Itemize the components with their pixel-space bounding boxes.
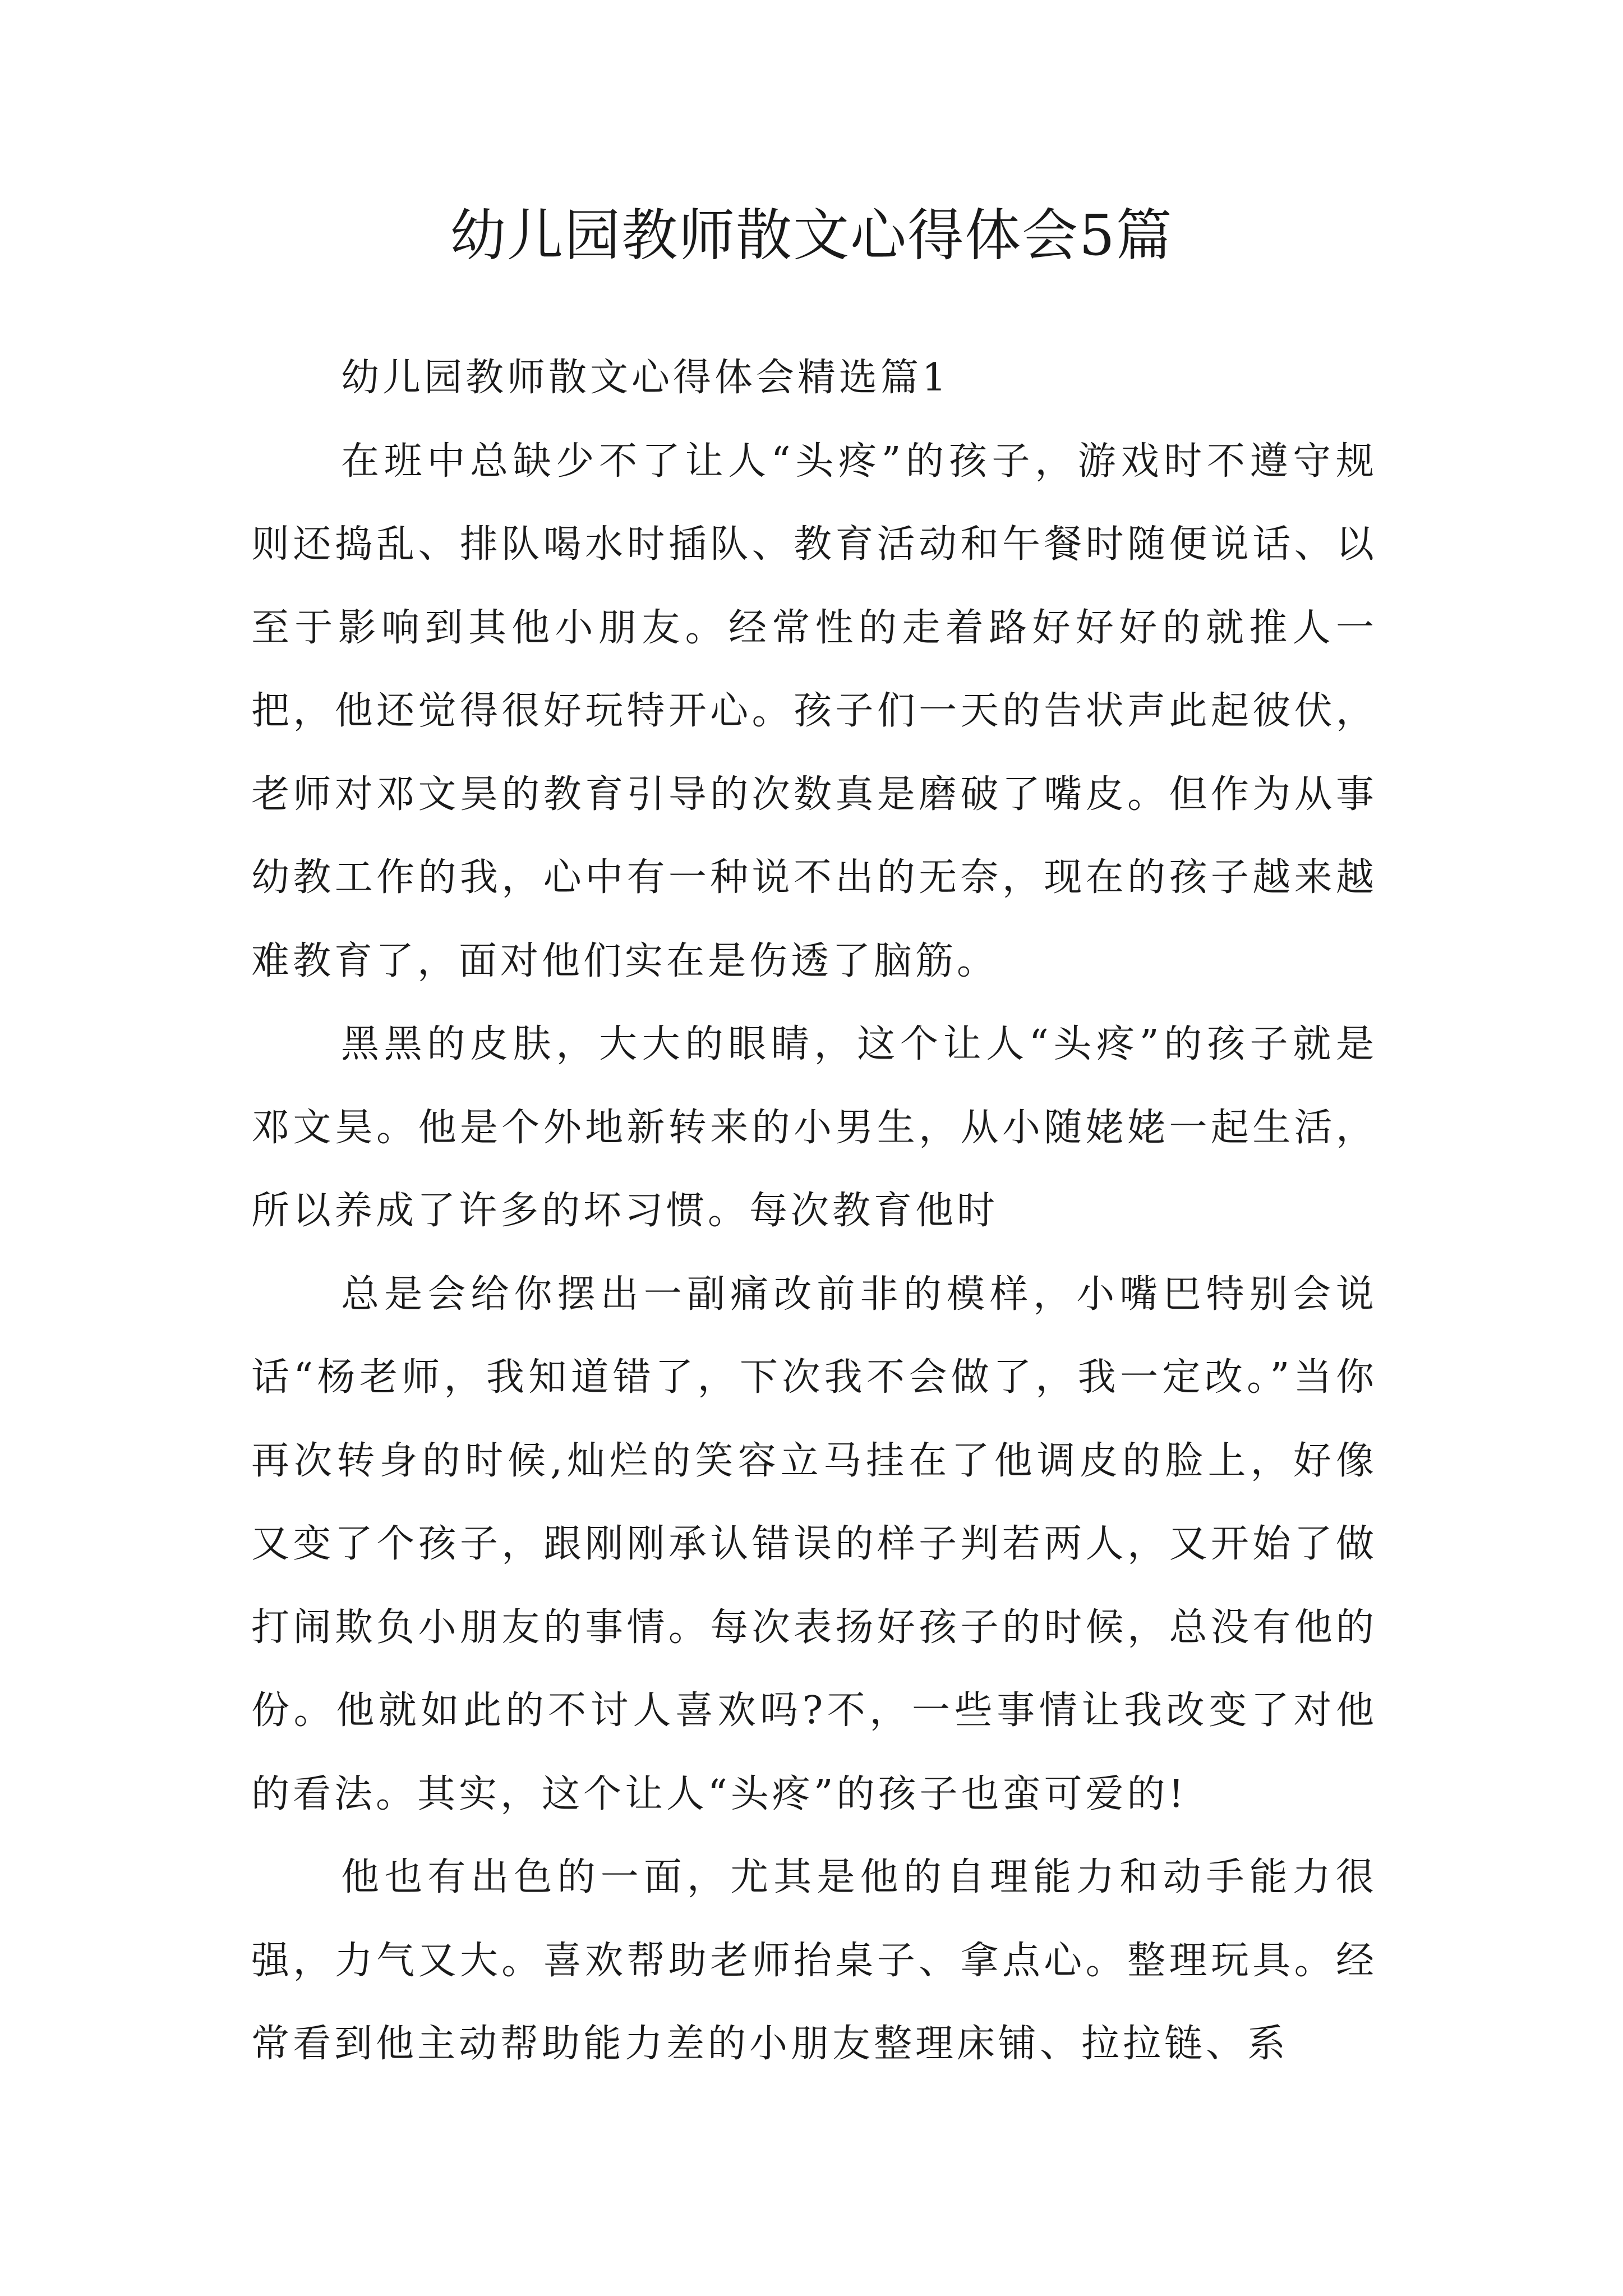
section-heading: 幼儿园教师散文心得体会精选篇1: [341, 356, 950, 400]
document-title: 幼儿园教师散文心得体会5篇: [450, 203, 1173, 268]
paragraph: 在班中总缺少不了让人“头疼”的孩子，游戏时不遵守规则还捣乱、排队喝水时插队、教育活动和午餐时随便说话、以至于影响到其他小朋友。经常性的走着路好好好的就推人一把，他还觉得很好玩特开心。孩子们一天的告状声此起彼伏，老师对邓文昊的教育引导的次数真是磨破了嘴皮。但作为从事幼教工作的我，心中有一种说不出的无奈，现在的孩子越来越难教育了，面对他们实在是伤透了脑筋。: [251, 439, 1377, 983]
paragraph: 黑黑的皮肤，大大的眼睛，这个让人“头疼”的孩子就是邓文昊。他是个外地新转来的小男生，从小随姥姥一起生活，所以养成了许多的坏习惯。每次教育他时: [251, 1022, 1377, 1233]
document-body: [251, 337, 1377, 2086]
paragraph: 总是会给你摆出一副痛改前非的模样，小嘴巴特别会说话“杨老师，我知道错了，下次我不会做了，我一定改。”当你再次转身的时候,灿烂的笑容立马挂在了他调皮的脸上，好像又变了个孩子，跟刚刚承认错误的样子判若两人，又开始了做打闹欺负小朋友的事情。每次表扬好孩子的时候，总没有他的份。他就如此的不讨人喜欢吗?不，一些事情让我改变了对他的看法。其实，这个让人“头疼”的孩子也蛮可爱的!: [251, 1272, 1377, 1816]
paragraph: 他也有出色的一面，尤其是他的自理能力和动手能力很强，力气又大。喜欢帮助老师抬桌子、拿点心。整理玩具。经常看到他主动帮助能力差的小朋友整理床铺、拉拉链、系: [251, 1855, 1377, 2066]
